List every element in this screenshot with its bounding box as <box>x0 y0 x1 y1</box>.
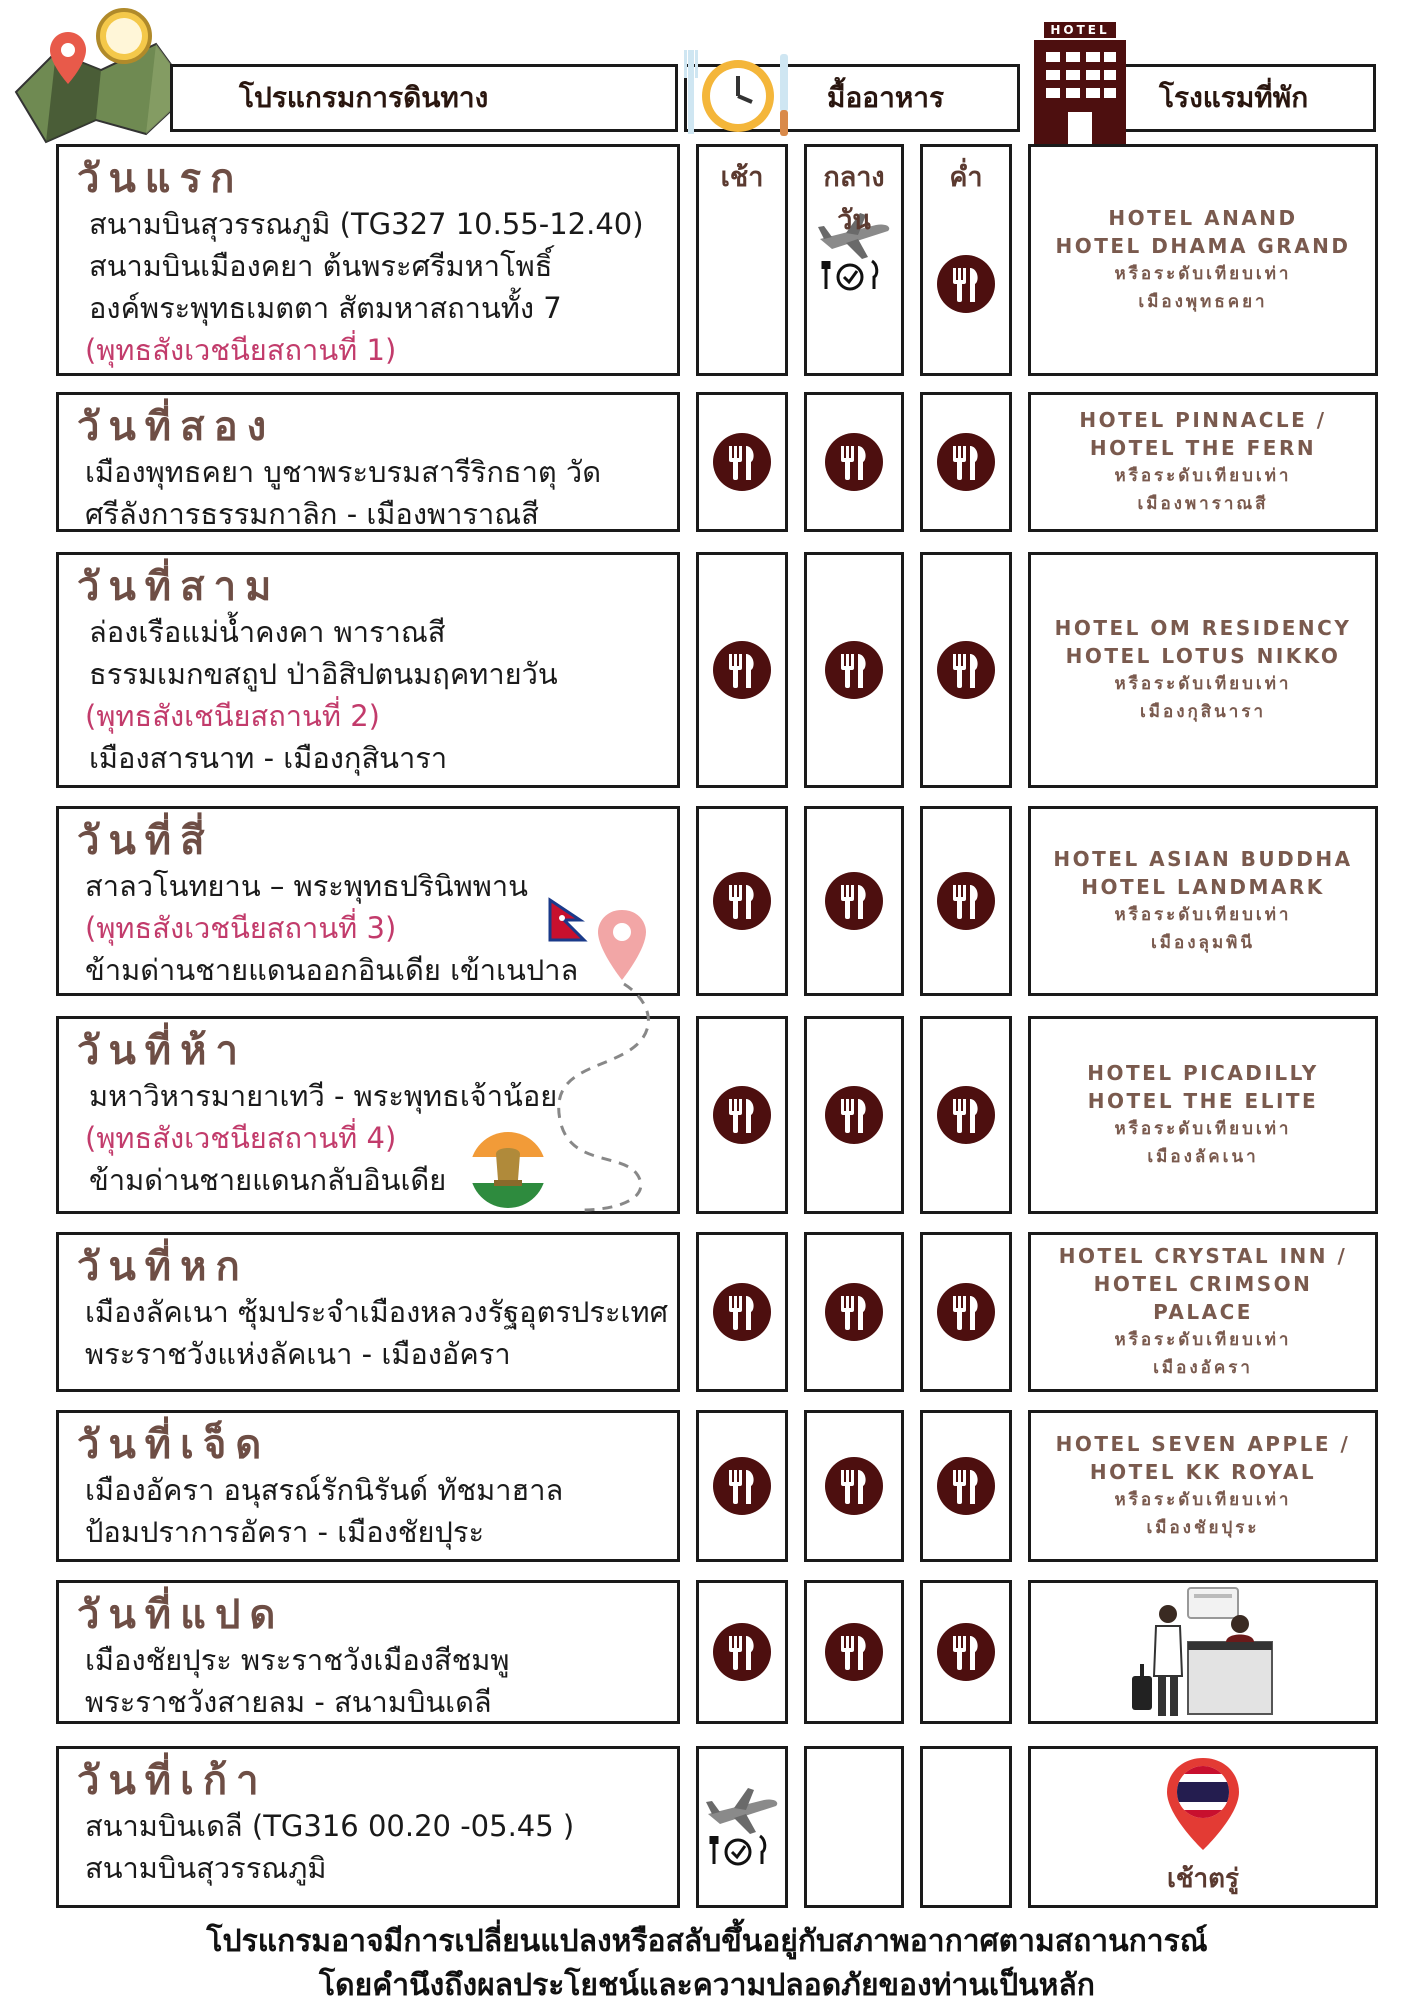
itinerary-line: ธรรมเมกขสถูป ป่าอิสิปตนมฤคทายวัน <box>89 657 558 691</box>
hotel-line: เมืองลัคเนา <box>1147 1147 1259 1167</box>
breakfast-label: เช้า <box>720 162 764 193</box>
dinner-cell <box>920 144 1012 376</box>
itinerary-line: (พุทธสังเชนียสถานที่ 2) <box>85 699 380 733</box>
cutlery-icon <box>937 1457 995 1515</box>
itinerary-line: (พุทธสังเวชนียสถานที่ 3) <box>85 911 397 945</box>
cutlery-icon <box>937 1283 995 1341</box>
hotel-line: HOTEL ANAND <box>1108 206 1298 230</box>
hotel-line: HOTEL ASIAN BUDDHA <box>1053 847 1353 871</box>
breakfast-cell <box>696 806 788 996</box>
dinner-label: ค่ำ <box>949 162 983 193</box>
breakfast-cell <box>696 1016 788 1214</box>
cutlery-icon <box>713 1457 771 1515</box>
hotel-line: เมืองพุทธคยา <box>1138 292 1268 312</box>
breakfast-cell <box>696 144 788 376</box>
day-title: วันที่หก <box>77 1244 249 1290</box>
dinner-cell <box>920 1016 1012 1214</box>
dinner-cell <box>920 552 1012 788</box>
cutlery-icon <box>825 1086 883 1144</box>
cutlery-icon <box>713 433 771 491</box>
breakfast-cell <box>696 1746 788 1908</box>
dinner-cell <box>920 1232 1012 1392</box>
cutlery-icon <box>713 641 771 699</box>
lunch-cell <box>804 1016 904 1214</box>
route-decoration <box>540 880 670 1220</box>
hotel-line: HOTEL CRYSTAL INN / <box>1058 1244 1348 1268</box>
lunch-label: กลางวัน <box>823 162 885 236</box>
hotel-line: HOTEL KK ROYAL <box>1089 1460 1317 1484</box>
lunch-cell <box>804 1410 904 1562</box>
itinerary-line: ข้ามด่านชายแดนกลับอินเดีย <box>89 1163 447 1197</box>
day-program-cell <box>56 392 680 532</box>
day-title: วันที่สอง <box>77 404 276 450</box>
hotel-line: เมืองอัครา <box>1153 1358 1253 1378</box>
cutlery-icon <box>937 255 995 313</box>
itinerary-line: มหาวิหารมายาเทวี - พระพุทธเจ้าน้อย <box>89 1079 558 1113</box>
day-program-cell <box>56 1580 680 1724</box>
itinerary-line: เมืองลัคเนา ซุ้มประจำเมืองหลวงรัฐอุตรประเทศ <box>85 1295 668 1329</box>
hotel-line: หรือระดับเทียบเท่า <box>1114 1119 1292 1139</box>
hotel-line: PALACE <box>1153 1300 1253 1324</box>
hotel-cell <box>1028 144 1378 376</box>
day-program-cell <box>56 1746 680 1908</box>
lunch-cell <box>804 1580 904 1724</box>
cutlery-icon <box>825 872 883 930</box>
lunch-cell <box>804 552 904 788</box>
dinner-cell <box>920 392 1012 532</box>
hotel-line: HOTEL THE ELITE <box>1087 1089 1319 1113</box>
cutlery-icon <box>825 1283 883 1341</box>
cutlery-icon <box>937 1086 995 1144</box>
day-title: วันที่สี่ <box>77 818 214 864</box>
hotel-line: HOTEL LOTUS NIKKO <box>1065 644 1341 668</box>
hotel-line: หรือระดับเทียบเท่า <box>1114 674 1292 694</box>
dinner-cell <box>920 1580 1012 1724</box>
itinerary-line: องค์พระพุทธเมตตา สัตมหาสถานทั้ง 7 <box>89 291 562 325</box>
airplane-meal-icon <box>702 1780 782 1874</box>
footer-line-1: โปรแกรมอาจมีการเปลี่ยนแปลงหรือสลับขึ้นอยู่กับสภาพอากาศตามสถานการณ์ <box>206 1924 1208 1959</box>
hotel-line: HOTEL PINNACLE / <box>1079 408 1327 432</box>
hotel-line: หรือระดับเทียบเท่า <box>1114 264 1292 284</box>
itinerary-line: สนามบินเดลี (TG316 00.20 -05.45 ) <box>85 1809 575 1843</box>
itinerary-line: เมืองชัยปุระ พระราชวังเมืองสีชมพู <box>85 1643 510 1677</box>
day-title: วันแรก <box>77 156 244 202</box>
hotel-line: เมืองลุมพินี <box>1151 933 1255 953</box>
lunch-cell <box>804 1232 904 1392</box>
hotel-line: HOTEL CRIMSON <box>1093 1272 1313 1296</box>
itinerary-line: พระราชวังสายลม - สนามบินเดลี <box>85 1685 492 1719</box>
hotel-cell <box>1028 1016 1378 1214</box>
itinerary-line: (พุทธสังเวชนียสถานที่ 1) <box>85 333 397 367</box>
cutlery-icon <box>713 872 771 930</box>
hotel-cell <box>1028 392 1378 532</box>
day-title: วันที่เจ็ด <box>77 1422 271 1468</box>
itinerary-line: ป้อมปราการอัครา - เมืองชัยปุระ <box>85 1515 485 1549</box>
hotel-cell <box>1028 1580 1378 1724</box>
footer-note <box>0 1920 1414 2003</box>
hotel-line: HOTEL SEVEN APPLE / <box>1055 1432 1351 1456</box>
day-program-cell <box>56 144 680 376</box>
lunch-cell <box>804 392 904 532</box>
itinerary-line: สนามบินเมืองคยา ต้นพระศรีมหาโพธิ์ <box>89 249 553 283</box>
program-header-label: โปรแกรมการดินทาง <box>239 81 489 114</box>
hotel-line: หรือระดับเทียบเท่า <box>1114 1330 1292 1350</box>
cutlery-icon <box>825 433 883 491</box>
hotel-line: HOTEL THE FERN <box>1089 436 1317 460</box>
dinner-cell <box>920 806 1012 996</box>
cutlery-icon <box>713 1086 771 1144</box>
day-title: วันที่แปด <box>77 1592 285 1638</box>
cutlery-icon <box>937 872 995 930</box>
itinerary-line: สนามบินสุวรรณภูมิ (TG327 10.55-12.40) <box>89 207 644 241</box>
cutlery-icon <box>825 1457 883 1515</box>
day-title: วันที่เก้า <box>77 1758 268 1804</box>
hotel-line: HOTEL PICADILLY <box>1087 1061 1319 1085</box>
hotel-line: HOTEL LANDMARK <box>1081 875 1325 899</box>
program-header <box>170 64 678 132</box>
day-title: วันที่สาม <box>77 564 281 610</box>
itinerary-line: เมืองสารนาท - เมืองกุสินารา <box>89 741 448 775</box>
cutlery-icon <box>825 1623 883 1681</box>
hotel-line: HOTEL DHAMA GRAND <box>1055 234 1351 258</box>
cutlery-icon <box>937 641 995 699</box>
hotel-cell <box>1028 552 1378 788</box>
cutlery-icon <box>713 1623 771 1681</box>
itinerary-line: ศรีลังการธรรมกาลิก - เมืองพาราณสี <box>85 497 539 531</box>
lunch-cell <box>804 806 904 996</box>
hotel-line: เมืองชัยปุระ <box>1146 1518 1260 1538</box>
breakfast-cell <box>696 552 788 788</box>
itinerary-line: พระราชวังแห่งลัคเนา - เมืองอัครา <box>85 1337 511 1371</box>
footer-line-2: โดยคำนึงถึงผลประโยชน์และความปลอดภัยของท่านเป็นหลัก <box>319 1968 1095 2003</box>
thailand-flag-pin-icon <box>1165 1756 1241 1856</box>
hotel-line: หรือระดับเทียบเท่า <box>1114 905 1292 925</box>
itinerary-line: สาลวโนทยาน – พระพุทธปรินิพพาน <box>85 869 528 903</box>
hotel-cell <box>1028 1232 1378 1392</box>
hotel-line: HOTEL OM RESIDENCY <box>1054 616 1352 640</box>
day-program-cell <box>56 1232 680 1392</box>
early-morning-caption: เช้าตรู่ <box>1167 1863 1239 1894</box>
clock-cutlery-icon <box>682 44 798 138</box>
india-emblem-icon <box>468 1130 548 1210</box>
itinerary-line: เมืองอัครา อนุสรณ์รักนิรันด์ ทัชมาฮาล <box>85 1473 564 1507</box>
itinerary-line: เมืองพุทธคยา บูชาพระบรมสารีริกธาตุ วัด <box>85 455 602 489</box>
hotel-line: หรือระดับเทียบเท่า <box>1114 1490 1292 1510</box>
cutlery-icon <box>937 1623 995 1681</box>
itinerary-line: ล่องเรือแม่น้ำคงคา พาราณสี <box>89 615 446 649</box>
breakfast-cell <box>696 1580 788 1724</box>
hotel-sign-text: HOTEL <box>1050 23 1110 37</box>
breakfast-cell <box>696 392 788 532</box>
hotel-cell <box>1028 806 1378 996</box>
itinerary-line: (พุทธสังเวชนียสถานที่ 4) <box>85 1121 397 1155</box>
hotel-line: หรือระดับเทียบเท่า <box>1114 466 1292 486</box>
cutlery-icon <box>825 641 883 699</box>
meals-header-label: มื้ออาหาร <box>827 81 945 114</box>
itinerary-line: ข้ามด่านชายแดนออกอินเดีย เข้าเนปาล <box>85 953 579 987</box>
hotel-line: เมืองพาราณสี <box>1137 494 1269 514</box>
dinner-cell <box>920 1410 1012 1562</box>
hotel-header-label: โรงแรมที่พัก <box>1159 81 1309 114</box>
day-program-cell <box>56 552 680 788</box>
itinerary-line: สนามบินสุวรรณภูมิ <box>85 1851 327 1885</box>
breakfast-cell <box>696 1232 788 1392</box>
lunch-cell <box>804 144 904 376</box>
cutlery-icon <box>937 433 995 491</box>
breakfast-cell <box>696 1410 788 1562</box>
map-pin-icon <box>6 2 196 152</box>
cutlery-icon <box>713 1283 771 1341</box>
dinner-cell <box>920 1746 1012 1908</box>
check-in-counter-icon <box>1128 1580 1278 1724</box>
hotel-cell <box>1028 1746 1378 1908</box>
hotel-building-icon <box>1034 22 1126 144</box>
lunch-cell <box>804 1746 904 1908</box>
hotel-cell <box>1028 1410 1378 1562</box>
day-program-cell <box>56 1410 680 1562</box>
hotel-line: เมืองกุสินารา <box>1139 702 1267 722</box>
day-title: วันที่ห้า <box>77 1028 247 1074</box>
